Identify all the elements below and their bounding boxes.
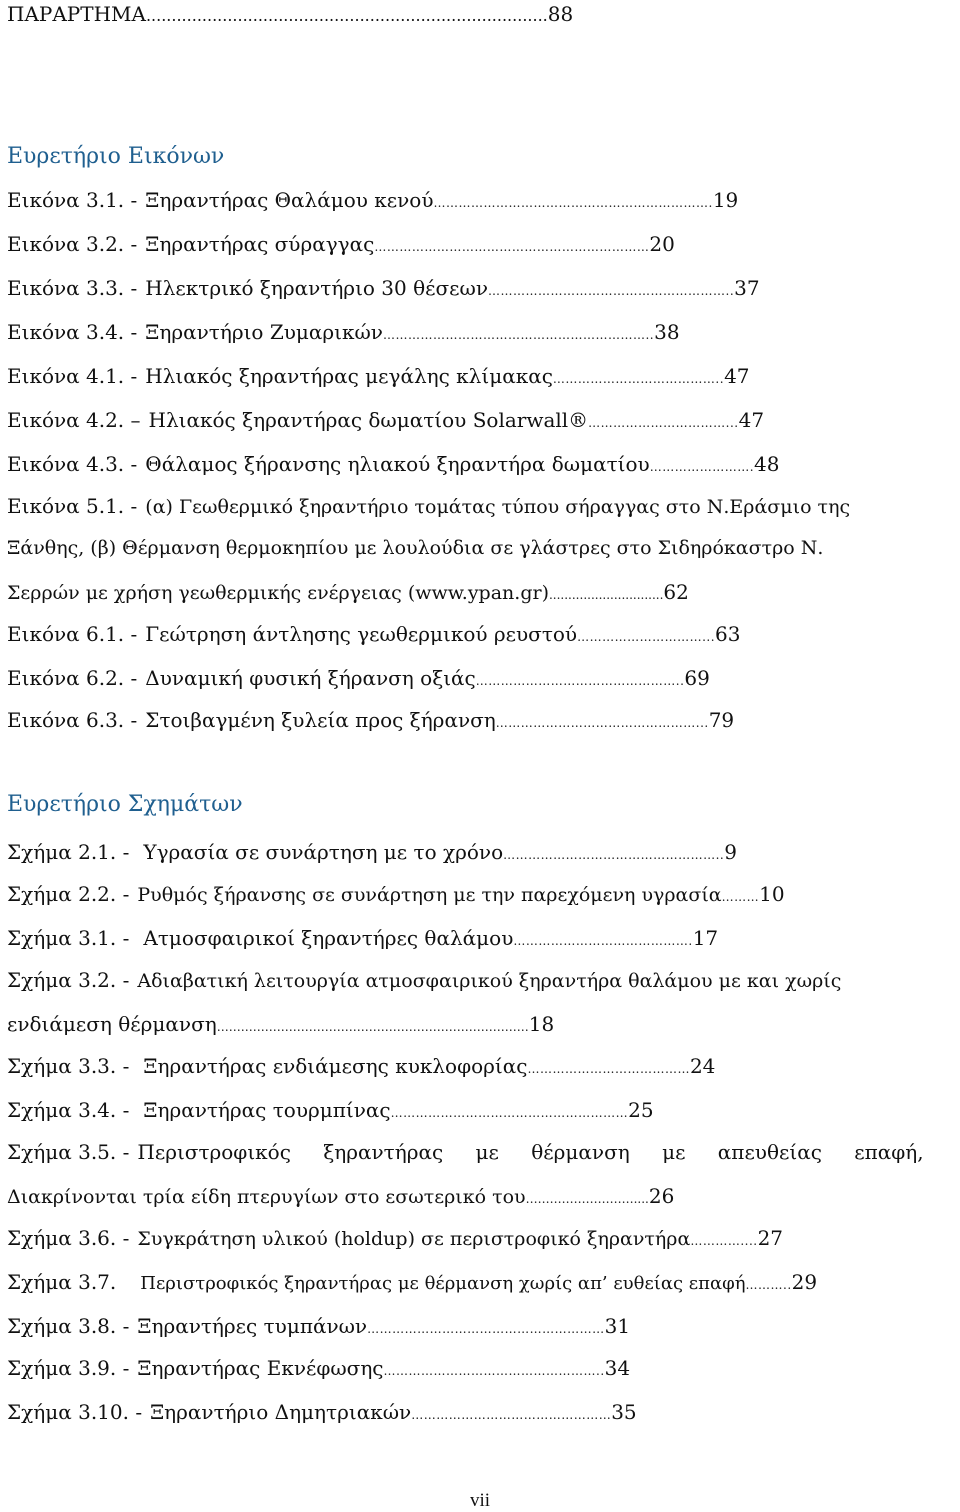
entry-title: Θάλαμος ξήρανσης ηλιακού ξηραντήρα δωματίου — [145, 452, 650, 476]
page-number: 37 — [734, 276, 760, 300]
leader-dots: .............................. — [548, 588, 664, 602]
page-number: 9 — [724, 840, 737, 864]
entry-title: Ξηραντήρες τυμπάνων — [137, 1314, 368, 1338]
entry-title: Ξηραντήρας σύραγγας — [145, 232, 375, 256]
leader-dots: …………………………………………….. — [383, 1364, 605, 1378]
entry-number: Σχήμα 2.2. - — [7, 882, 130, 906]
page-number: 79 — [708, 708, 735, 732]
toc-entry-multiline[interactable] — [7, 966, 841, 995]
entry-title: Ξηραντήρας Εκνέφωσης — [137, 1356, 384, 1380]
entry-number: Εικόνα 4.2. – — [7, 408, 141, 432]
leader-dots: ………………………………………………….. — [488, 284, 735, 298]
leader-dots: ……………………………... — [588, 416, 739, 430]
entry-number: Σχήμα 3.6. - — [7, 1226, 130, 1250]
leader-dots: ………………………………………………… — [390, 1106, 629, 1120]
toc-entry[interactable] — [7, 1312, 630, 1343]
entry-number: Σχήμα 3.10. - — [7, 1400, 143, 1424]
entry-title: Ξηραντήριο Δημητριακών — [150, 1400, 412, 1424]
toc-entry[interactable] — [7, 230, 675, 261]
entry-title-line3: Σερρών με χρήση γεωθερμικής ενέργειας (www.ypan.gr) — [7, 582, 549, 604]
entry-number: Εικόνα 6.3. - — [7, 708, 138, 732]
entry-title: Στοιβαγμένη ξυλεία προς ξήρανση — [145, 708, 496, 732]
entry-number: Εικόνα 3.2. - — [7, 232, 138, 256]
toc-entry[interactable] — [7, 880, 785, 911]
entry-title: Ξηραντήριο Ζυμαρικών — [145, 320, 383, 344]
page-number: 63 — [715, 622, 741, 646]
page-number: 31 — [604, 1314, 631, 1338]
toc-entry-line2 — [7, 1010, 554, 1041]
leader-dots: ……….. — [745, 1278, 792, 1292]
toc-entry[interactable] — [7, 274, 760, 305]
toc-entry[interactable] — [7, 1096, 654, 1127]
entry-title: Ατμοσφαιρικοί ξηραντήρες θαλάμου — [143, 926, 514, 950]
toc-entry[interactable] — [7, 186, 738, 217]
page-number: 25 — [628, 1098, 654, 1122]
page-number: 10 — [759, 882, 785, 906]
page-number: 29 — [791, 1270, 818, 1294]
toc-entry[interactable] — [7, 1354, 630, 1385]
page-number: 27 — [757, 1226, 784, 1250]
entry-number: Εικόνα 3.4. - — [7, 320, 138, 344]
toc-entry-multiline[interactable] — [7, 1138, 924, 1166]
entry-number: Σχήμα 3.8. - — [7, 1314, 130, 1338]
entry-title: Ηλιακός ξηραντήρας δωματίου Solarwall® — [148, 408, 589, 432]
page-footer-number: vii — [469, 1490, 491, 1511]
leader-dots: ……… — [721, 890, 760, 904]
toc-entry[interactable] — [7, 450, 779, 481]
entry-number: Εικόνα 4.3. - — [7, 452, 138, 476]
section-heading-figures: Ευρετήριο Σχημάτων — [7, 792, 243, 817]
toc-entry[interactable] — [7, 664, 710, 695]
entry-title: Ξηραντήρας Θαλάμου κενού — [145, 188, 434, 212]
leader-dots: …………………………………………………………………… — [216, 1020, 529, 1034]
entry-number: Εικόνα 3.1. - — [7, 188, 138, 212]
entry-label: ΠΑΡΑΡΤΗΜΑ — [7, 2, 146, 26]
entry-number: Σχήμα 3.7. — [7, 1270, 117, 1294]
leader-dots: ……………………………………. — [513, 934, 693, 948]
leader-dots: ............................................................................... — [145, 6, 548, 25]
entry-number: Εικόνα 5.1. - — [7, 494, 138, 518]
toc-entry[interactable] — [7, 838, 737, 869]
entry-number: Εικόνα 6.1. - — [7, 622, 138, 646]
leader-dots: ……………………….... — [525, 1192, 649, 1206]
toc-entry-line3 — [7, 578, 689, 609]
page-number: 48 — [754, 452, 780, 476]
entry-number: Σχήμα 3.9. - — [7, 1356, 130, 1380]
page-number: 62 — [663, 580, 689, 604]
leader-dots: …………………………………………………………. — [433, 196, 713, 210]
entry-title-line1: Περιστροφικός ξηραντήρας με θέρμανση με απευθείας επαφή, — [137, 1140, 924, 1164]
entry-number: Σχήμα 3.2. - — [7, 968, 130, 992]
leader-dots: …………………………………………... — [495, 716, 709, 730]
entry-title: Ρυθμός ξήρανσης σε συνάρτηση με την παρεχόμενη υγρασία — [137, 884, 722, 906]
page-number: 47 — [738, 408, 765, 432]
leader-dots: ………………………………….. — [552, 372, 725, 386]
entry-title: Ξηραντήρας τουρμπίνας — [143, 1098, 391, 1122]
page-number: 19 — [712, 188, 739, 212]
toc-entry[interactable] — [7, 1268, 817, 1299]
toc-entry[interactable] — [7, 318, 680, 349]
leader-dots: …………………………………………….. — [503, 848, 725, 862]
leader-dots: ………………………………… — [527, 1062, 690, 1076]
leader-dots: ……………………. — [649, 460, 755, 474]
entry-title-line1: Αδιαβατική λειτουργία ατμοσφαιρικού ξηραντήρα θαλάμου με και χωρίς — [137, 970, 842, 992]
toc-entry[interactable] — [7, 706, 734, 737]
page-number: 69 — [684, 666, 710, 690]
leader-dots: ………………………………………………… — [367, 1322, 605, 1336]
page-number: 26 — [648, 1184, 675, 1208]
leader-dots: ………………………………………………………… — [374, 240, 650, 254]
entry-title: Δυναμική φυσική ξήρανση οξιάς — [145, 666, 476, 690]
toc-entry[interactable] — [7, 1052, 715, 1083]
entry-title-line1: (α) Γεωθερμικό ξηραντήριο τομάτας τύπου σήραγγας στο Ν.Εράσμιο της — [145, 496, 851, 518]
toc-entry[interactable] — [7, 620, 741, 651]
entry-number: Σχήμα 2.1. - — [7, 840, 130, 864]
entry-title: Υγρασία σε συνάρτηση με το χρόνο — [143, 840, 504, 864]
section-heading-images: Ευρετήριο Εικόνων — [7, 144, 225, 169]
entry-title: Ξηραντήρας ενδιάμεσης κυκλοφορίας — [143, 1054, 528, 1078]
entry-number: Σχήμα 3.3. - — [7, 1054, 130, 1078]
page-number: 88 — [547, 2, 574, 26]
leader-dots: …………………………... — [577, 630, 716, 644]
entry-number: Σχήμα 3.5. - — [7, 1140, 130, 1164]
leader-dots: ………………………………………….. — [475, 674, 685, 688]
toc-entry[interactable] — [7, 406, 764, 437]
entry-title-line2: ενδιάμεση θέρμανση — [7, 1012, 217, 1036]
page-number: 24 — [689, 1054, 716, 1078]
toc-entry[interactable] — [7, 362, 750, 393]
page-number: 17 — [692, 926, 719, 950]
toc-entry-multiline[interactable] — [7, 492, 850, 521]
entry-number: Εικόνα 4.1. - — [7, 364, 138, 388]
leader-dots: ………………………………………… — [411, 1408, 612, 1422]
entry-title-line2: Διακρίνονται τρία είδη πτερυγίων στο εσωτερικό του — [7, 1186, 526, 1208]
toc-entry[interactable] — [7, 1224, 783, 1255]
entry-number: Σχήμα 3.1. - — [7, 926, 130, 950]
entry-number: Σχήμα 3.4. - — [7, 1098, 130, 1122]
entry-number: Εικόνα 6.2. - — [7, 666, 138, 690]
page-number: 35 — [611, 1400, 637, 1424]
entry-number: Εικόνα 3.3. - — [7, 276, 138, 300]
entry-title: Ηλιακός ξηραντήρας μεγάλης κλίμακας — [145, 364, 553, 388]
page-number: 47 — [724, 364, 750, 388]
entry-title: Περιστροφικός ξηραντήρας με θέρμανση χωρίς απ’ ευθείας επαφή — [140, 1273, 746, 1294]
toc-entry[interactable] — [7, 924, 718, 955]
entry-title: Συγκράτηση υλικού (holdup) σε περιστροφικό ξηραντήρα — [137, 1228, 691, 1250]
toc-entry-line2 — [7, 1182, 674, 1213]
toc-entry[interactable] — [7, 1398, 637, 1429]
entry-title: Ηλεκτρικό ξηραντήριο 30 θέσεων — [145, 276, 488, 300]
leader-dots: ……………………………………………………….. — [382, 328, 655, 342]
toc-entry-appendix[interactable] — [7, 0, 573, 30]
entry-title: Γεώτρηση άντλησης γεωθερμικού ρευστού — [145, 622, 578, 646]
leader-dots: ………….... — [690, 1234, 758, 1248]
page-number: 34 — [604, 1356, 631, 1380]
page-number: 18 — [528, 1012, 555, 1036]
page-number: 38 — [654, 320, 680, 344]
entry-title-line2: Ξάνθης, (β) Θέρμανση θερμοκηπίου με λουλούδια σε γλάστρες στο Σιδηρόκαστρο Ν. — [7, 537, 824, 559]
page-number: 20 — [649, 232, 675, 256]
